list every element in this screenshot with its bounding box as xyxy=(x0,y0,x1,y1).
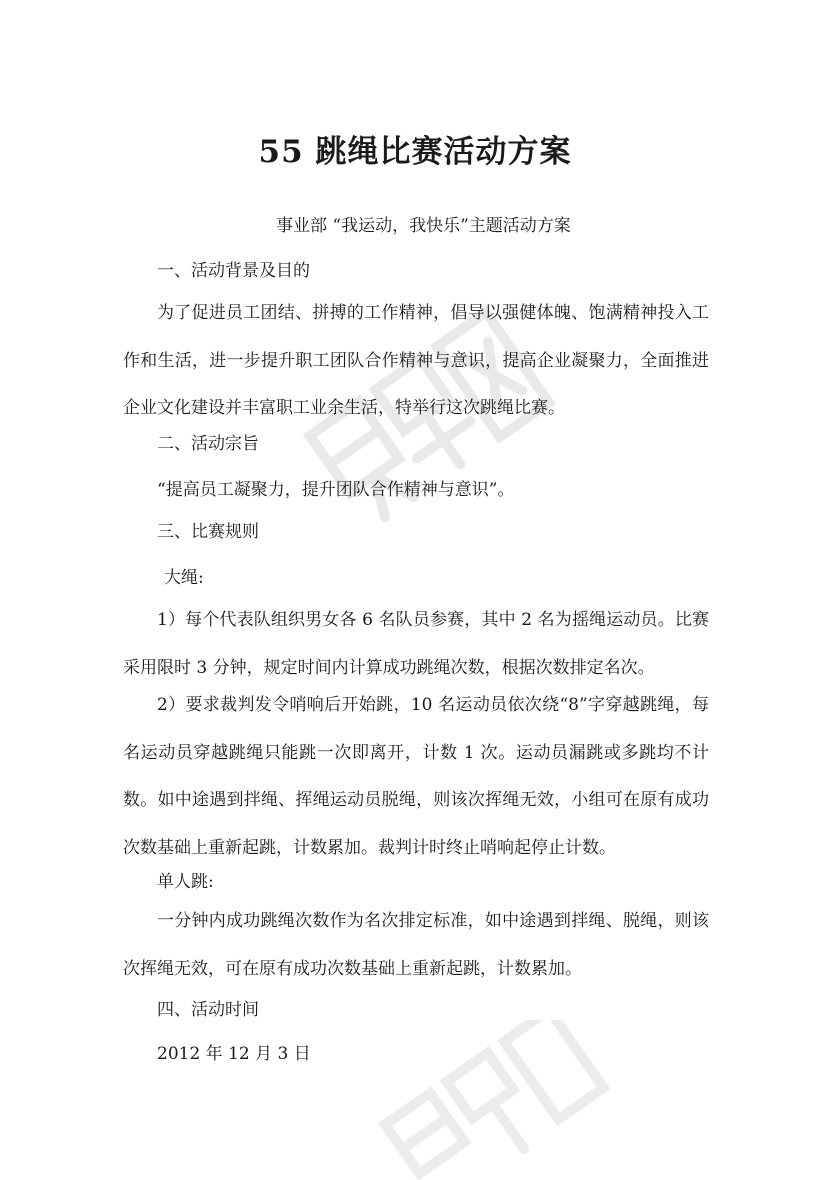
subtitle: 事业部 “我运动，我快乐”主题活动方案 xyxy=(276,216,571,236)
section-heading-purpose: 二、活动宗旨 xyxy=(157,434,259,454)
label-single-jump: 单人跳: xyxy=(157,872,214,892)
label-big-rope: 大绳: xyxy=(164,568,204,588)
paragraph-purpose: “提高员工凝聚力，提升团队合作精神与意识”。 xyxy=(157,480,515,500)
paragraph-single-jump-rule: 一分钟内成功跳绳次数作为名次排定标准，如中途遇到拌绳、脱绳，则该次挥绳无效，可在原有成功次数基础上重新起跳，计数累加。 xyxy=(123,911,709,979)
page-title: 55 跳绳比赛活动方案 xyxy=(258,134,572,170)
paragraph-big-rope-rule-1: 1）每个代表队组织男女各 6 名队员参赛，其中 2 名为摇绳运动员。比赛采用限时 3 分钟，规定时间内计算成功跳绳次数，根据次数排定名次。 xyxy=(123,610,709,678)
section-heading-background: 一、活动背景及目的 xyxy=(157,261,310,281)
section-heading-rules: 三、比赛规则 xyxy=(157,522,259,542)
event-date: 2012 年 12 月 3 日 xyxy=(157,1044,311,1064)
watermark-stamp-bottom xyxy=(360,1020,620,1180)
paragraph-background: 为了促进员工团结、拼搏的工作精神，倡导以强健体魄、饱满精神投入工作和生活，进一步提升职工团队合作精神与意识，提高企业凝聚力，全面推进企业文化建设并丰富职工业余生活，特举行这次跳绳比赛。 xyxy=(123,303,709,418)
section-heading-time: 四、活动时间 xyxy=(157,1000,259,1020)
paragraph-big-rope-rule-2: 2）要求裁判发令哨响后开始跳，10 名运动员依次绕“8”字穿越跳绳，每名运动员穿越跳绳只能跳一次即离开，计数 1 次。运动员漏跳或多跳均不计数。如中途遇到拌绳、挥绳运动员脱绳，则该次挥绳无效，小组可在原有成功次数基础上重新起跳，计数累加。裁判计时终止哨响起停止计数。 xyxy=(123,695,709,858)
